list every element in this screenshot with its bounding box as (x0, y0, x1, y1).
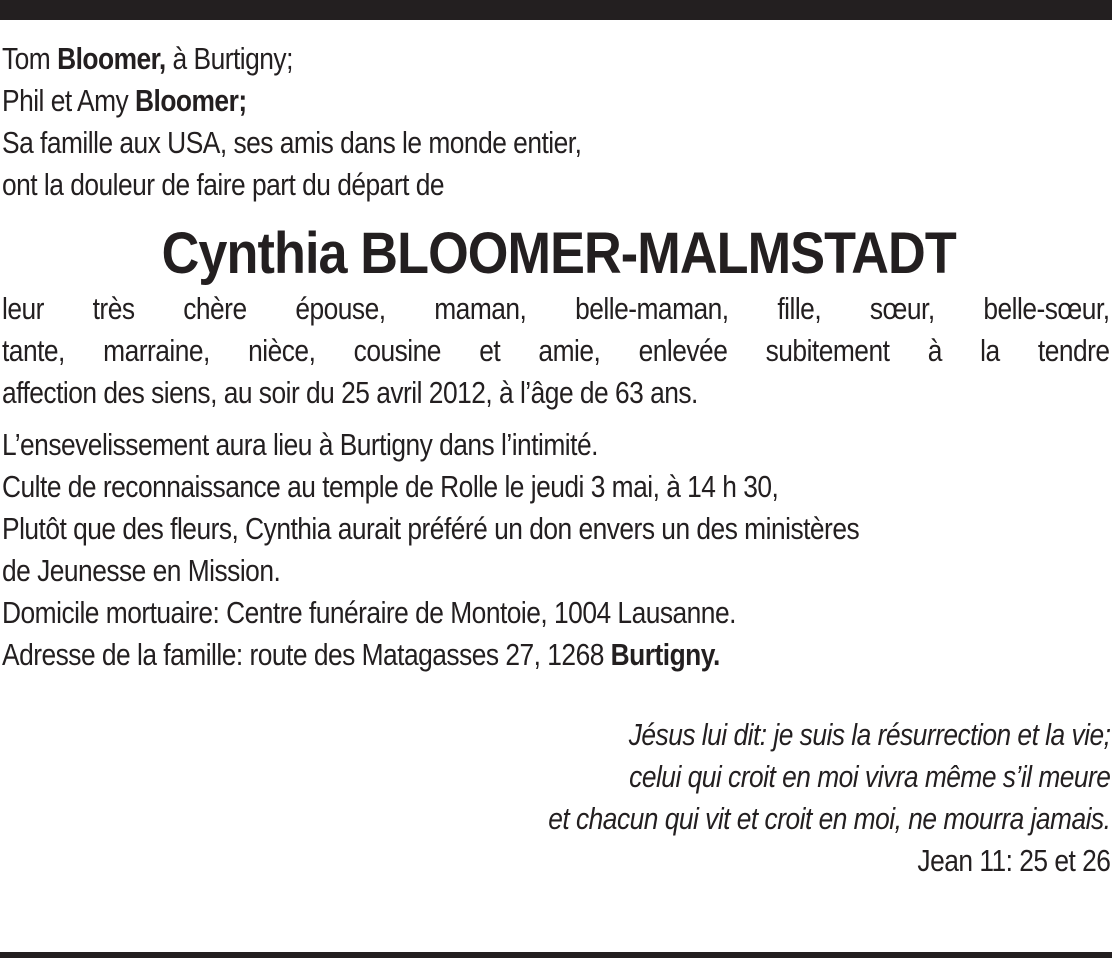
deceased-name: Cynthia BLOOMER-MALMSTADT (161, 221, 956, 286)
flowers-line-1: Plutôt que des fleurs, Cynthia aurait préféré un don envers un des ministères (2, 511, 860, 546)
service-line: Culte de reconnaissance au temple de Rolle le jeudi 3 mai, à 14 h 30, (2, 469, 779, 504)
address-town: Burtigny. (610, 637, 720, 672)
home-line: Domicile mortuaire: Centre funéraire de Montoie, 1004 Lausanne. (2, 595, 736, 630)
description-line-2: tante, marraine, nièce, cousine et amie, enlevée subitement à la tendre (2, 333, 1110, 368)
details-paragraph (2, 424, 1110, 676)
obituary-body (2, 38, 1110, 676)
announcement-line: ont la douleur de faire part du départ de (2, 167, 445, 202)
family-line-1-surname: Bloomer, (57, 41, 166, 76)
family-line-2 (2, 80, 944, 122)
address-line (2, 634, 944, 676)
bible-verse (449, 714, 1110, 882)
bottom-border-rule (0, 952, 1112, 958)
description-line-1: leur très chère épouse, maman, belle-maman, fille, sœur, belle-sœur, (2, 291, 1110, 326)
flowers-line-2: de Jeunesse en Mission. (2, 553, 281, 588)
family-line-1-place: à Burtigny; (165, 41, 293, 76)
family-line-3: Sa famille aux USA, ses amis dans le monde entier, (2, 125, 582, 160)
family-line-2-surname: Bloomer; (135, 83, 247, 118)
verse-line-3: et chacun qui vit et croit en moi, ne mourra jamais. (547, 801, 1110, 836)
top-border-rule (0, 0, 1112, 20)
description-paragraph (2, 288, 1110, 414)
description-line-3: affection des siens, au soir du 25 avril 2012, à l’âge de 63 ans. (2, 375, 698, 410)
family-line-1-text: Tom (2, 41, 58, 76)
verse-line-1: Jésus lui dit: je suis la résurrection et la vie; (628, 717, 1110, 752)
family-line-2-text: Phil et Amy (2, 83, 136, 118)
family-line-1 (2, 38, 944, 80)
verse-reference: Jean 11: 25 et 26 (916, 843, 1110, 878)
address-text: Adresse de la famille: route des Matagasses 27, 1268 (2, 637, 611, 672)
paragraph-gap (2, 414, 1110, 424)
burial-line: L’ensevelissement aura lieu à Burtigny dans l’intimité. (2, 427, 598, 462)
verse-line-2: celui qui croit en moi vivra même s’il meure (628, 759, 1110, 794)
